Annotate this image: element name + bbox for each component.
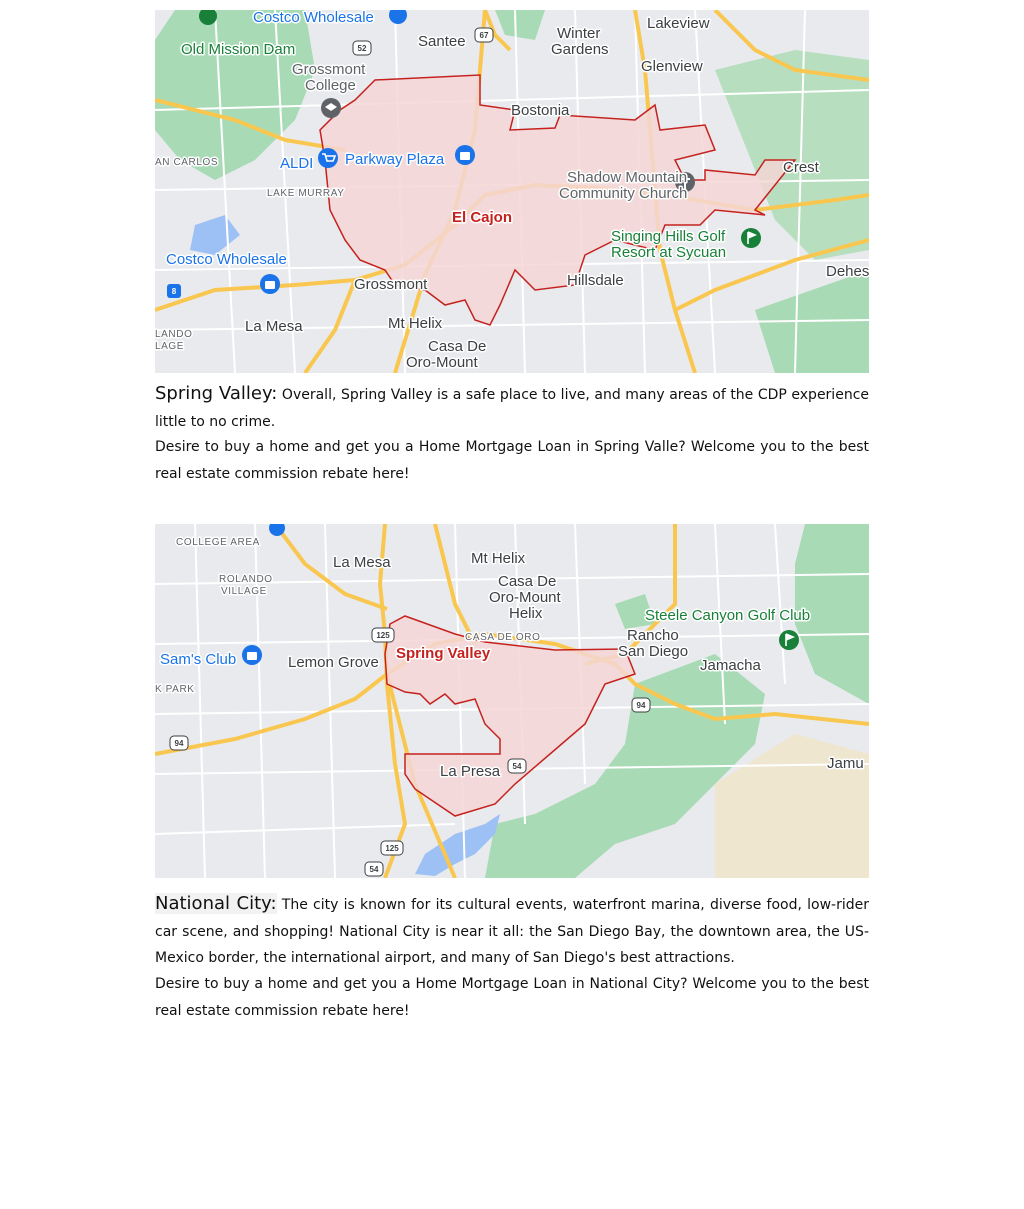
national-city-cta: Desire to buy a home and get you a Home Mortgage Loan in National City? Welcome you to the best real estate commission rebate here! <box>155 976 869 1019</box>
bostonia-label: Bostonia <box>511 102 570 119</box>
mt-helix-label: Mt Helix <box>388 315 443 332</box>
casa-de-oro-mount-helix-line2: Oro-Mount <box>489 589 561 606</box>
grossmont-label: Grossmont <box>354 276 428 293</box>
college-area-label: COLLEGE AREA <box>176 537 260 548</box>
la-mesa-label: La Mesa <box>245 318 303 335</box>
aldi-marker-icon[interactable] <box>318 148 338 168</box>
route-52-shield <box>353 41 371 55</box>
sams-club-marker-icon[interactable] <box>242 645 262 665</box>
route-94-west-number: 94 <box>174 739 184 748</box>
route-94-east-shield <box>632 698 650 712</box>
casa-de-oro-label: CASA DE ORO <box>465 632 541 643</box>
el-cajon-label: El Cajon <box>452 209 513 226</box>
route-54-south-number: 54 <box>369 865 379 874</box>
shadow-mountain-label-line1[interactable]: Shadow Mountain <box>567 169 688 186</box>
crest-hills-park <box>715 50 869 260</box>
santee-park <box>495 10 545 40</box>
route-125-south-number: 125 <box>385 844 399 853</box>
rancho-san-diego-line2: San Diego <box>618 643 689 660</box>
costco-marker-icon[interactable] <box>260 274 280 294</box>
route-67-shield <box>475 28 493 42</box>
national-city-heading: National City: <box>155 893 277 914</box>
jamul-label: Jamu <box>827 755 864 772</box>
steele-canyon-label[interactable]: Steele Canyon Golf Club <box>645 607 811 624</box>
parkway-plaza-label[interactable]: Parkway Plaza <box>345 151 445 168</box>
lemon-grove-label: Lemon Grove <box>288 654 379 671</box>
route-8-number: 8 <box>171 287 177 296</box>
rolando-village-line2: VILLAGE <box>221 586 267 597</box>
golf-flag-icon[interactable] <box>741 228 761 248</box>
route-125-number: 125 <box>376 631 390 640</box>
dehesa-label: Dehes <box>826 263 869 280</box>
steele-canyon-golf-icon[interactable] <box>779 630 799 650</box>
costco-top-label[interactable]: Costco Wholesale <box>253 10 374 26</box>
aldi-label[interactable]: ALDI <box>280 155 314 172</box>
national-city-paragraph <box>155 891 869 972</box>
spring-valley-cta: Desire to buy a home and get you a Home Mortgage Loan in Spring Valle? Welcome you to the best real estate commission rebate here! <box>155 439 869 482</box>
rolando-village-line1: ROLANDO <box>219 574 273 585</box>
route-52-number: 52 <box>357 44 367 53</box>
el-cajon-map-canvas <box>155 10 869 373</box>
lake-murray-water <box>190 215 240 255</box>
k-park-label: K PARK <box>155 684 195 695</box>
route-54-number: 54 <box>512 762 522 771</box>
route-67-number: 67 <box>479 31 489 40</box>
jamacha-label: Jamacha <box>700 657 761 674</box>
shadow-mountain-label-line2[interactable]: Community Church <box>559 185 688 202</box>
hillsdale-label: Hillsdale <box>567 272 624 289</box>
spring-valley-map-canvas <box>155 524 869 878</box>
mt-helix-label: Mt Helix <box>471 550 526 567</box>
national-city-body: The city is known for its cultural events, waterfront marina, diverse food, low-rider car scene, and shopping! National City is near it all: the San Diego Bay, the downtown area, the US-Mexico border, the international airport, and many of San Diego's best attractions. <box>155 897 870 966</box>
spring-valley-heading: Spring Valley: <box>155 383 278 404</box>
san-carlos-label: AN CARLOS <box>155 157 219 168</box>
casa-de-oro-label-line2: Oro-Mount <box>406 354 478 371</box>
old-mission-dam-label[interactable]: Old Mission Dam <box>181 41 296 58</box>
lake-murray-label: LAKE MURRAY <box>267 188 345 199</box>
rolando-village-label-line2: LAGE <box>155 341 185 352</box>
grossmont-college-label-line1[interactable]: Grossmont <box>292 61 366 78</box>
spring-valley-map[interactable] <box>155 524 869 878</box>
crest-label: Crest <box>783 159 819 176</box>
casa-de-oro-label-line1: Casa De <box>428 338 487 355</box>
winter-gardens-label-line2: Gardens <box>551 41 609 58</box>
rolando-village-label-line1: LANDO <box>155 329 193 340</box>
route-8-shield <box>167 284 181 298</box>
grossmont-college-label-line2[interactable]: College <box>305 77 356 94</box>
spring-valley-body: Overall, Spring Valley is a safe place to live, and many areas of the CDP experience little to no crime. <box>155 387 869 430</box>
la-presa-label: La Presa <box>440 763 501 780</box>
sams-club-label[interactable]: Sam's Club <box>160 651 237 668</box>
la-mesa-label: La Mesa <box>333 554 391 571</box>
el-cajon-map[interactable] <box>155 10 869 373</box>
spring-valley-paragraph <box>155 381 869 435</box>
spring-valley-label: Spring Valley <box>396 645 491 662</box>
parkway-plaza-marker-icon[interactable] <box>455 145 475 165</box>
glenview-label: Glenview <box>641 58 703 75</box>
route-54-shield <box>508 759 526 773</box>
casa-de-oro-mount-helix-line3: Helix <box>509 605 543 622</box>
lakeview-label: Lakeview <box>647 15 710 32</box>
route-94-east-number: 94 <box>636 701 646 710</box>
route-94-west-shield <box>170 736 188 750</box>
route-125-south-shield <box>381 841 403 855</box>
costco-top-marker-icon[interactable] <box>389 10 407 24</box>
grossmont-college-school-icon[interactable] <box>321 98 341 118</box>
costco-bottom-label[interactable]: Costco Wholesale <box>166 251 287 268</box>
casa-de-oro-mount-helix-line1: Casa De <box>498 573 557 590</box>
route-125-shield <box>372 628 394 642</box>
winter-gardens-label-line1: Winter <box>557 25 601 42</box>
singing-hills-label-line2[interactable]: Resort at Sycuan <box>611 244 727 261</box>
singing-hills-label-line1[interactable]: Singing Hills Golf <box>611 228 726 245</box>
rancho-san-diego-line1: Rancho <box>627 627 679 644</box>
route-54-south-shield <box>365 862 383 876</box>
santee-label: Santee <box>418 33 466 50</box>
